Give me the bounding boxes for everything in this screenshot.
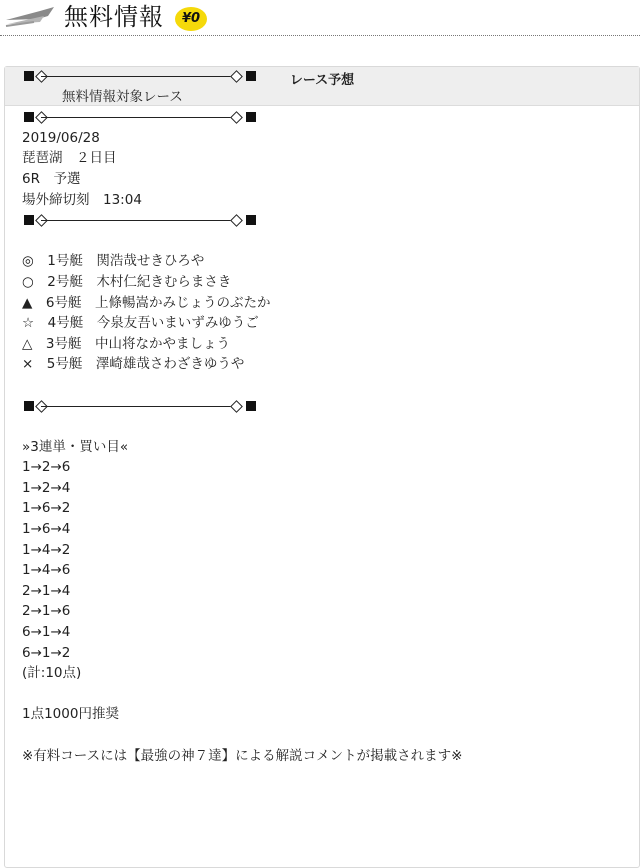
venue-day: 琵琶湖 ２日目 xyxy=(22,150,117,167)
ornament-rule xyxy=(22,210,622,231)
bet-heading: »3連単・買い目« xyxy=(22,438,129,455)
page-title: 無料情報 xyxy=(64,3,164,31)
header-divider xyxy=(0,35,640,36)
bet-combination: 2→1→4 xyxy=(22,582,71,599)
bet-combination: 1→4→6 xyxy=(22,562,71,579)
race-number: 6R 予選 xyxy=(22,170,81,187)
prediction-item: ☆ 4号艇 今泉友吾いまいずみゆうご xyxy=(22,315,259,332)
bet-combination: 1→2→4 xyxy=(22,479,71,496)
ornament-rule xyxy=(22,396,622,417)
diamond-icon xyxy=(230,400,243,413)
paid-course-note: ※有料コースには【最強の神７達】による解説コメントが掲載されます※ xyxy=(22,747,463,764)
race-date: 2019/06/28 xyxy=(22,129,100,146)
bet-combination: 6→1→4 xyxy=(22,624,71,641)
prediction-item: × 5号艇 澤崎雄哉さわざきゆうや xyxy=(22,356,245,373)
black-square-icon xyxy=(24,215,34,225)
black-square-icon xyxy=(246,215,256,225)
prediction-item: ▲ 6号艇 上條暢嵩かみじょうのぶたか xyxy=(22,294,271,311)
black-square-icon xyxy=(246,401,256,411)
ornament-rule xyxy=(22,66,622,87)
prediction-item: △ 3号艇 中山将なかやましょう xyxy=(22,335,230,352)
black-square-icon xyxy=(246,71,256,81)
stake-recommendation: 1点1000円推奨 xyxy=(22,706,119,723)
prediction-item: ◎ 1号艇 関浩哉せきひろや xyxy=(22,253,205,270)
bet-combination: 6→1→2 xyxy=(22,644,71,661)
boat-icon xyxy=(4,4,56,34)
black-square-icon xyxy=(24,401,34,411)
bet-combination: 1→2→6 xyxy=(22,459,71,476)
diamond-icon xyxy=(230,111,243,124)
ornament-rule xyxy=(22,107,622,128)
free-badge: ¥0 xyxy=(175,7,207,31)
bet-combination: 1→6→2 xyxy=(22,500,71,517)
target-race-label: 無料情報対象レース xyxy=(62,88,183,105)
panel-title: レース予想 xyxy=(5,67,639,106)
bet-total: (計:10点) xyxy=(22,665,82,682)
bet-combination: 2→1→6 xyxy=(22,603,71,620)
black-square-icon xyxy=(24,112,34,122)
page-header xyxy=(0,0,640,36)
black-square-icon xyxy=(24,71,34,81)
bet-combination: 1→4→2 xyxy=(22,541,71,558)
diamond-icon xyxy=(230,214,243,227)
prediction-item: ○ 2号艇 木村仁紀きむらまさき xyxy=(22,273,232,290)
deadline: 場外締切刻 13:04 xyxy=(22,191,142,208)
bet-combination: 1→6→4 xyxy=(22,521,71,538)
prediction-content xyxy=(22,66,622,766)
black-square-icon xyxy=(246,112,256,122)
diamond-icon xyxy=(230,70,243,83)
